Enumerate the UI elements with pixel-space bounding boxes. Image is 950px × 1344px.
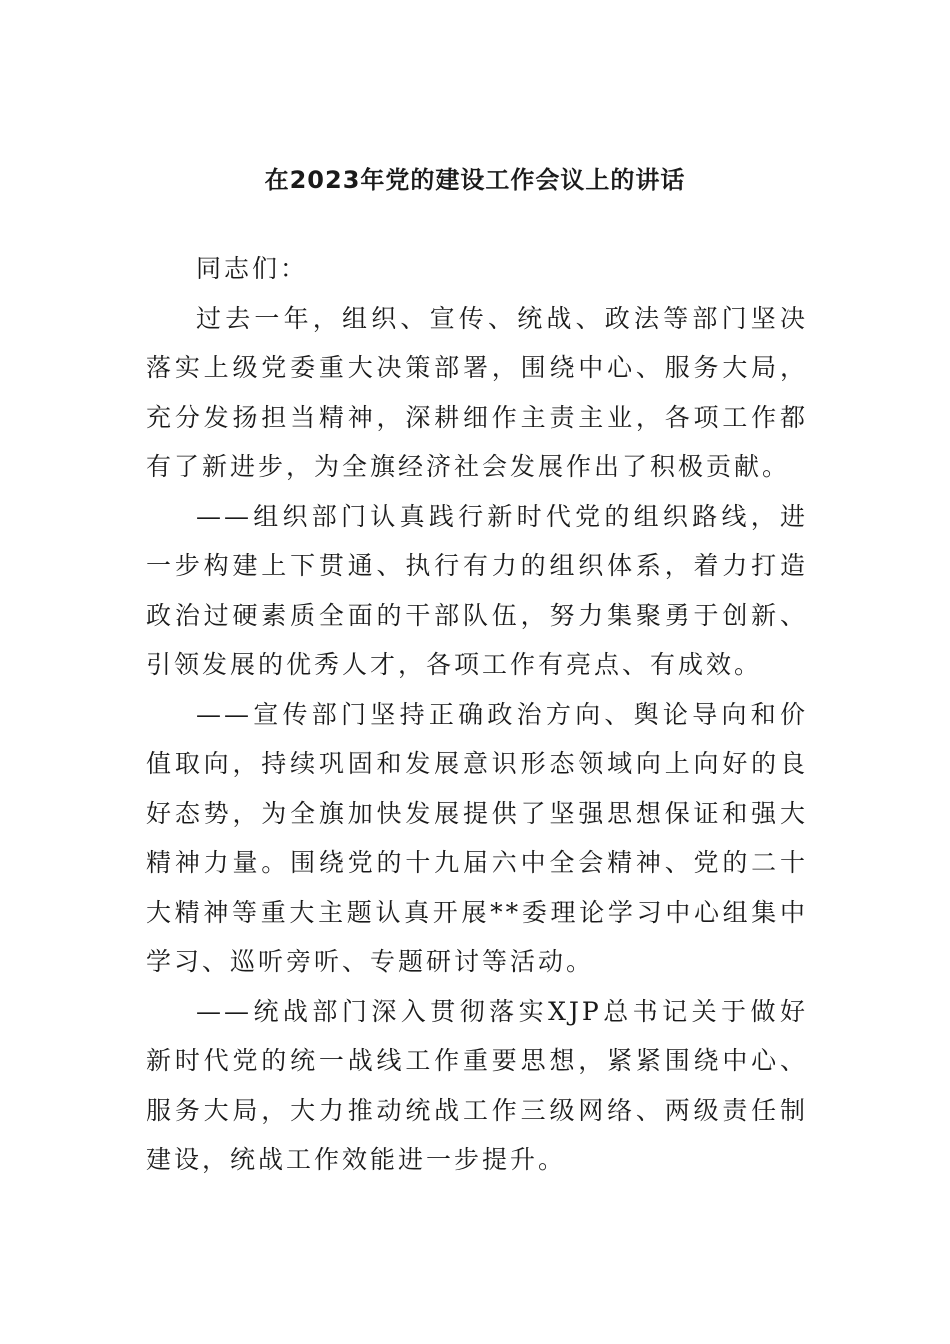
document-title: 在2023年党的建设工作会议上的讲话	[264, 166, 686, 194]
document-body	[146, 244, 808, 1185]
body-paragraph: ——组织部门认真践行新时代党的组织路线，进一步构建上下贯通、执行有力的组织体系，着力打造政治过硬素质全面的干部队伍，努力集聚勇于创新、引领发展的优秀人才，各项工作有亮点、有成效。	[146, 501, 808, 679]
body-paragraph: ——宣传部门坚持正确政治方向、舆论导向和价值取向，持续巩固和发展意识形态领域向上向好的良好态势，为全旗加快发展提供了坚强思想保证和强大精神力量。围绕党的十九届六中全会精神、党的二十大精神等重大主题认真开展**委理论学习中心组集中学习、巡听旁听、专题研讨等活动。	[146, 699, 808, 976]
body-paragraph: ——统战部门深入贯彻落实XJP总书记关于做好新时代党的统一战线工作重要思想，紧紧围绕中心、服务大局，大力推动统战工作三级网络、两级责任制建设，统战工作效能进一步提升。	[146, 996, 808, 1174]
body-paragraph: 过去一年，组织、宣传、统战、政法等部门坚决落实上级党委重大决策部署，围绕中心、服务大局，充分发扬担当精神，深耕细作主责主业，各项工作都有了新进步，为全旗经济社会发展作出了积极贡献。	[146, 303, 808, 481]
salutation-paragraph: 同志们：	[196, 254, 309, 283]
